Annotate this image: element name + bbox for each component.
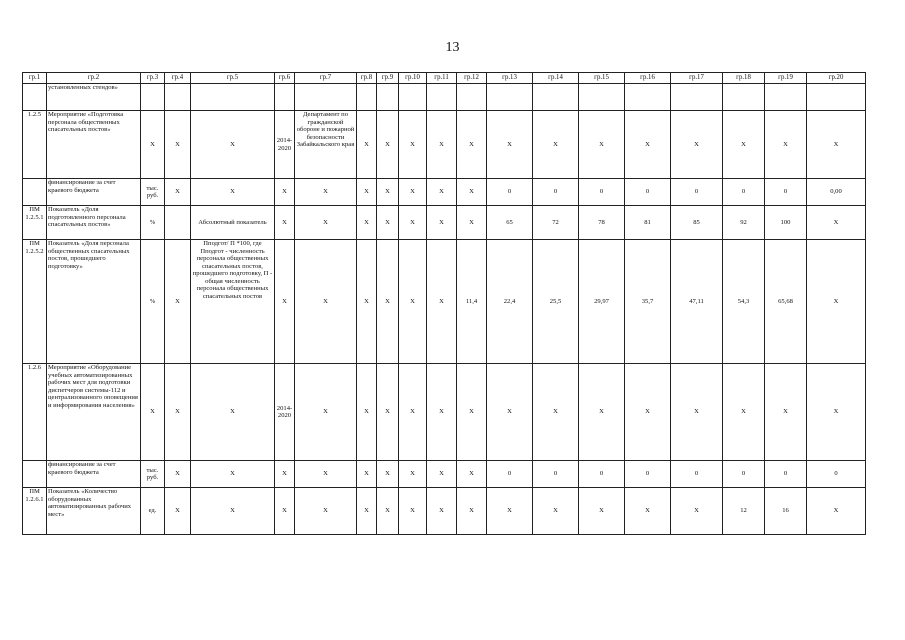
cell: 2014-2020: [275, 111, 295, 179]
cell: X: [275, 240, 295, 364]
col-header-5: гр.5: [191, 73, 275, 84]
cell: X: [377, 488, 399, 535]
cell: Абсолютный показатель: [191, 206, 275, 240]
cell: X: [625, 364, 671, 461]
cell: X: [275, 206, 295, 240]
cell: 29,97: [579, 240, 625, 364]
cell: X: [165, 179, 191, 206]
cell: X: [165, 111, 191, 179]
page-number: 13: [445, 40, 460, 55]
cell: Показатель «Доля персонала общественных спасательных постов, прошедшего подготовку»: [47, 240, 141, 364]
cell: X: [141, 111, 165, 179]
cell: X: [357, 206, 377, 240]
cell: X: [295, 206, 357, 240]
cell: [533, 84, 579, 111]
cell: X: [533, 111, 579, 179]
cell: [765, 84, 807, 111]
cell: финансирование за счет краевого бюджета: [47, 461, 141, 488]
cell: [141, 84, 165, 111]
cell: X: [191, 111, 275, 179]
cell: 0: [579, 461, 625, 488]
cell: X: [165, 364, 191, 461]
cell: X: [275, 461, 295, 488]
cell: X: [807, 364, 866, 461]
cell: X: [275, 179, 295, 206]
cell: X: [457, 364, 487, 461]
cell: 92: [723, 206, 765, 240]
col-header-11: гр.11: [427, 73, 457, 84]
cell: X: [457, 206, 487, 240]
col-header-6: гр.6: [275, 73, 295, 84]
cell: [487, 84, 533, 111]
cell: X: [765, 111, 807, 179]
cell: X: [377, 111, 399, 179]
cell: 25,5: [533, 240, 579, 364]
cell: 1.2.5: [23, 111, 47, 179]
cell: X: [191, 179, 275, 206]
cell: X: [191, 488, 275, 535]
cell: [23, 84, 47, 111]
cell: 72: [533, 206, 579, 240]
cell: %: [141, 206, 165, 240]
cell: X: [165, 240, 191, 364]
cell: X: [165, 488, 191, 535]
cell: X: [487, 364, 533, 461]
cell: X: [487, 488, 533, 535]
cell: 0: [723, 179, 765, 206]
cell: X: [191, 364, 275, 461]
cell: тыс. руб.: [141, 179, 165, 206]
cell: [807, 84, 866, 111]
table-row: [23, 206, 866, 240]
table-row: [23, 488, 866, 535]
cell: X: [427, 461, 457, 488]
cell: 12: [723, 488, 765, 535]
cell: X: [141, 364, 165, 461]
cell: X: [671, 488, 723, 535]
col-header-12: гр.12: [457, 73, 487, 84]
cell: X: [357, 240, 377, 364]
col-header-20: гр.20: [807, 73, 866, 84]
cell: X: [579, 364, 625, 461]
cell: 85: [671, 206, 723, 240]
cell: X: [487, 111, 533, 179]
cell: X: [579, 488, 625, 535]
cell: X: [399, 488, 427, 535]
cell: X: [357, 364, 377, 461]
cell: 0: [533, 461, 579, 488]
cell: 22,4: [487, 240, 533, 364]
cell: 0: [487, 461, 533, 488]
cell: Показатель «Доля подготовленного персонала спасательных постов»: [47, 206, 141, 240]
cell: X: [427, 206, 457, 240]
cell: %: [141, 240, 165, 364]
cell: X: [377, 206, 399, 240]
cell: X: [191, 461, 275, 488]
cell: X: [427, 111, 457, 179]
cell: 0: [579, 179, 625, 206]
cell: X: [579, 111, 625, 179]
cell: X: [357, 461, 377, 488]
cell: X: [625, 111, 671, 179]
cell: 0: [671, 461, 723, 488]
cell: X: [377, 240, 399, 364]
cell: X: [765, 364, 807, 461]
program-table: [22, 72, 866, 535]
col-header-18: гр.18: [723, 73, 765, 84]
col-header-9: гр.9: [377, 73, 399, 84]
table-row: [23, 84, 866, 111]
cell: X: [427, 364, 457, 461]
cell: Показатель «Количество оборудованных автоматизированных рабочих мест»: [47, 488, 141, 535]
cell: X: [377, 179, 399, 206]
cell: 0: [625, 179, 671, 206]
cell: X: [807, 240, 866, 364]
cell: X: [723, 364, 765, 461]
cell: 11,4: [457, 240, 487, 364]
table-row: [23, 111, 866, 179]
cell: X: [671, 364, 723, 461]
cell: X: [723, 111, 765, 179]
cell: Мероприятие «Подготовка персонала общественных спасательных постов»: [47, 111, 141, 179]
cell: X: [457, 179, 487, 206]
cell: [191, 84, 275, 111]
cell: X: [377, 461, 399, 488]
cell: 0,00: [807, 179, 866, 206]
cell: 0: [807, 461, 866, 488]
cell: Пподгот/ П *100, где Пподгот - численность персонала общественных спасательных постов, прошедшего подготовку, П - общая численность персонала общественных спасательных постов: [191, 240, 275, 364]
cell: X: [625, 488, 671, 535]
cell: 1.2.6: [23, 364, 47, 461]
cell: X: [357, 111, 377, 179]
cell: X: [399, 111, 427, 179]
cell: X: [399, 206, 427, 240]
cell: X: [295, 488, 357, 535]
cell: [399, 84, 427, 111]
cell: [377, 84, 399, 111]
cell: X: [357, 179, 377, 206]
cell: X: [671, 111, 723, 179]
cell: 65,68: [765, 240, 807, 364]
cell: 81: [625, 206, 671, 240]
cell: [723, 84, 765, 111]
cell: 35,7: [625, 240, 671, 364]
cell: X: [357, 488, 377, 535]
cell: X: [275, 488, 295, 535]
col-header-17: гр.17: [671, 73, 723, 84]
cell: X: [399, 364, 427, 461]
cell: ед.: [141, 488, 165, 535]
table-row: [23, 179, 866, 206]
cell: [579, 84, 625, 111]
cell: Мероприятие «Оборудование учебных автоматизированных рабочих мест для подготовки диспетчеров системы-112 и централизованного оповещения и информирования населения»: [47, 364, 141, 461]
cell: [295, 84, 357, 111]
cell: ПМ 1.2.6.1: [23, 488, 47, 535]
cell: X: [399, 179, 427, 206]
cell: X: [457, 111, 487, 179]
cell: X: [457, 488, 487, 535]
cell: [23, 461, 47, 488]
cell: X: [457, 461, 487, 488]
table-row: [23, 240, 866, 364]
col-header-15: гр.15: [579, 73, 625, 84]
cell: 0: [765, 179, 807, 206]
col-header-16: гр.16: [625, 73, 671, 84]
column-header-row: [23, 73, 866, 84]
cell: X: [807, 488, 866, 535]
col-header-10: гр.10: [399, 73, 427, 84]
col-header-4: гр.4: [165, 73, 191, 84]
cell: 0: [625, 461, 671, 488]
cell: 16: [765, 488, 807, 535]
col-header-13: гр.13: [487, 73, 533, 84]
cell: 0: [487, 179, 533, 206]
cell: 47,11: [671, 240, 723, 364]
cell: 78: [579, 206, 625, 240]
cell: X: [807, 206, 866, 240]
cell: X: [807, 111, 866, 179]
cell: 0: [533, 179, 579, 206]
cell: 0: [723, 461, 765, 488]
col-header-3: гр.3: [141, 73, 165, 84]
cell: [457, 84, 487, 111]
cell: X: [399, 240, 427, 364]
col-header-7: гр.7: [295, 73, 357, 84]
cell: ПМ 1.2.5.2: [23, 240, 47, 364]
cell: [23, 179, 47, 206]
table-row: [23, 364, 866, 461]
cell: [427, 84, 457, 111]
col-header-2: гр.2: [47, 73, 141, 84]
cell: X: [295, 364, 357, 461]
cell: [165, 84, 191, 111]
cell: X: [427, 488, 457, 535]
cell: [671, 84, 723, 111]
cell: 0: [671, 179, 723, 206]
cell: [275, 84, 295, 111]
cell: 54,3: [723, 240, 765, 364]
cell: X: [165, 461, 191, 488]
cell: 65: [487, 206, 533, 240]
table-row: [23, 461, 866, 488]
col-header-14: гр.14: [533, 73, 579, 84]
cell: установленных стендов»: [47, 84, 141, 111]
col-header-8: гр.8: [357, 73, 377, 84]
cell: 100: [765, 206, 807, 240]
cell: X: [377, 364, 399, 461]
col-header-1: гр.1: [23, 73, 47, 84]
cell: финансирование за счет краевого бюджета: [47, 179, 141, 206]
col-header-19: гр.19: [765, 73, 807, 84]
cell: X: [533, 364, 579, 461]
cell: X: [399, 461, 427, 488]
cell: X: [533, 488, 579, 535]
cell: [357, 84, 377, 111]
cell: [625, 84, 671, 111]
cell: [165, 206, 191, 240]
cell: X: [295, 240, 357, 364]
cell: Департамент по гражданской обороне и пожарной безопасности Забайкальского края: [295, 111, 357, 179]
cell: тыс. руб.: [141, 461, 165, 488]
cell: ПМ 1.2.5.1: [23, 206, 47, 240]
cell: 2014-2020: [275, 364, 295, 461]
cell: X: [295, 461, 357, 488]
cell: X: [427, 240, 457, 364]
cell: X: [427, 179, 457, 206]
cell: X: [295, 179, 357, 206]
cell: 0: [765, 461, 807, 488]
